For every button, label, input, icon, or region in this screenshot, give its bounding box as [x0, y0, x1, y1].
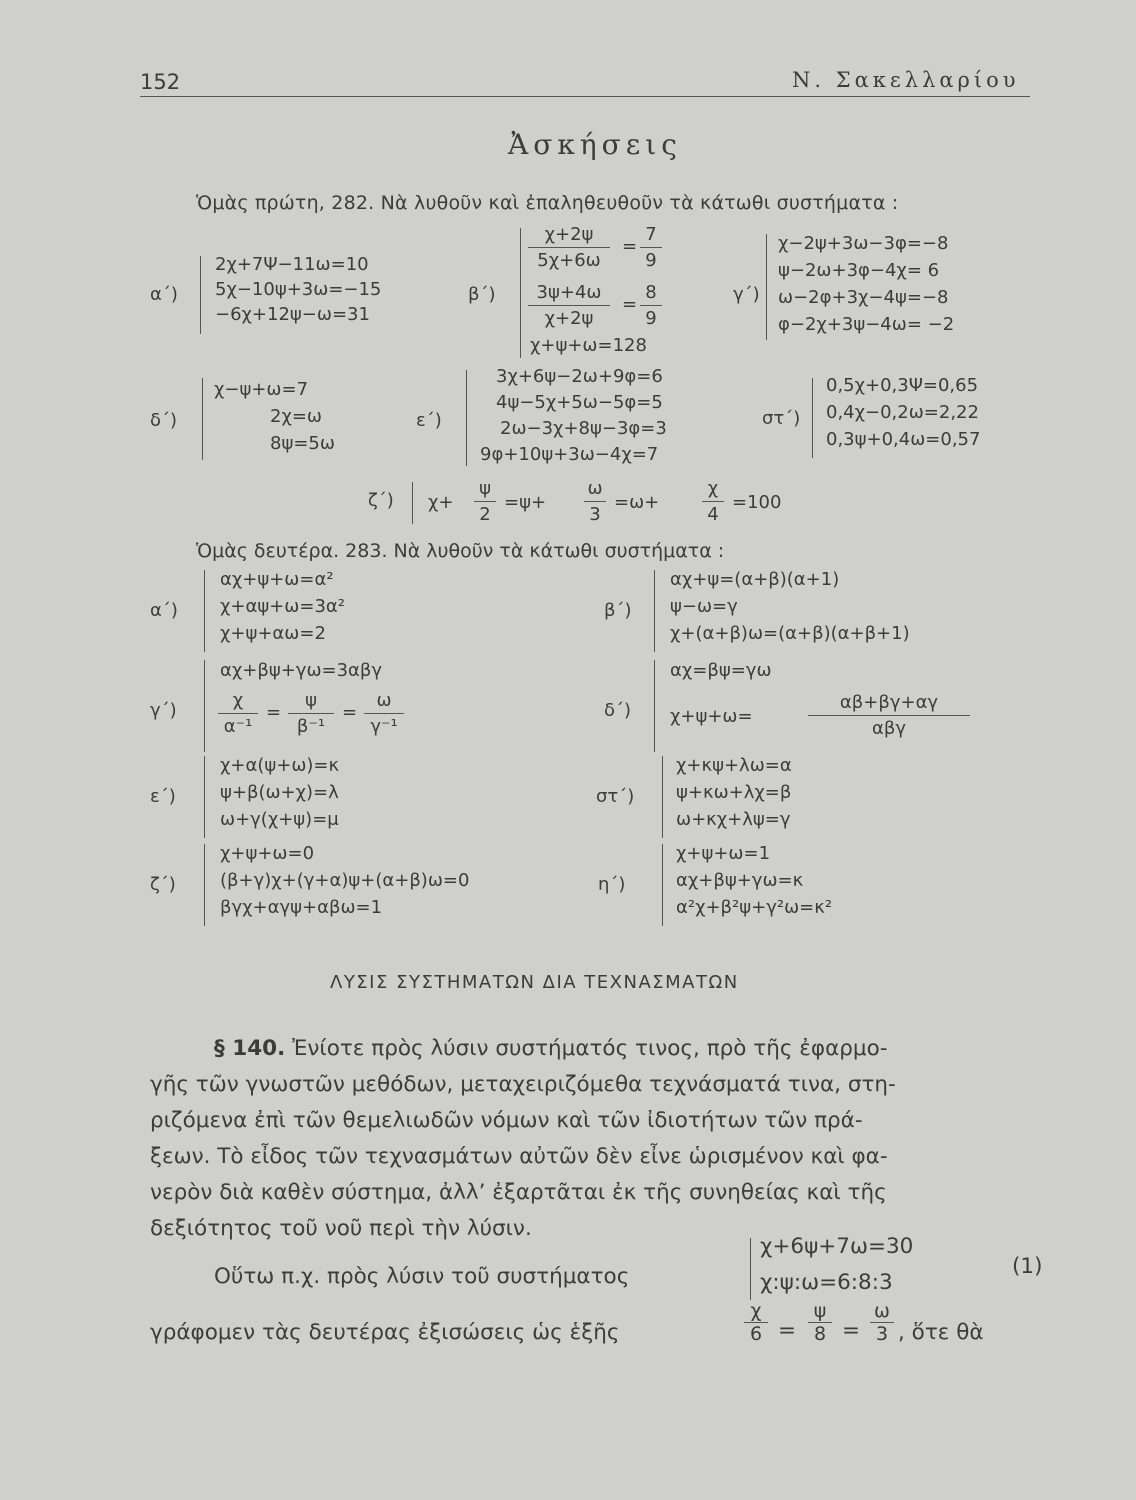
fraction: $\frac{3\psi+4\omega}{\chi+2\psi}$ [528, 280, 610, 331]
g2-d-label: δ΄) [604, 700, 632, 721]
fraction: $\frac{\chi}{4}$ [702, 476, 724, 527]
fraction: $\frac{8}{9}$ [640, 280, 662, 331]
g2-b-system [670, 566, 910, 647]
fraction: $\frac{\omega}{3}$ [584, 476, 606, 527]
g2-c-brace [204, 660, 205, 752]
g1-d-system [214, 376, 335, 457]
fraction: $\frac{\chi+2\psi}{5\chi+6\omega}$ [528, 222, 610, 273]
equation: χ+ψ+ω=1 [676, 843, 771, 864]
header-rule [140, 96, 1030, 97]
fraction: $\frac{7}{9}$ [640, 222, 662, 273]
g2-e-label: ε΄) [150, 786, 176, 807]
g1-d-brace [202, 378, 203, 460]
equation: φ−2χ+3ψ−4ω= −2 [778, 314, 955, 335]
equation: 3χ+6ψ−2ω+9φ=6 [496, 366, 663, 387]
equation: 8ψ=5ω [270, 433, 335, 454]
equation: ω+κχ+λψ=γ [676, 809, 791, 830]
section-title: ΛΥΣΙΣ ΣΥΣΤΗΜΑΤΩΝ ΔΙΑ ΤΕΧΝΑΣΜΑΤΩΝ [330, 972, 739, 993]
page: 152 Ν. Σακελλαρίου Ἀσκήσεις Ὁμὰς πρώτη, 282. Νὰ λυθοῦν καὶ ἐπαληθευθοῦν τὰ κάτωθι συστήματα : α΄) 2χ+7Ψ−11ω=10 5χ−10ψ+3ω=−15 −6χ+12ψ−ω=31 β΄) $\frac{\chi+2\psi}{5\chi+6\omega}$ = $\frac{7}{9}$ $\frac{3\psi+4\omega}{\chi+2\psi}$ = $\frac{8}{9}$ χ+ψ+ω=128 γ΄) χ−2ψ+3ω−3φ=−8 ψ−2ω+3φ−4χ= 6 ω−2φ+3χ−4ψ=−8 φ−2χ+3ψ−4ω= −2 δ΄) χ−ψ+ω=7 2χ=ω 8ψ=5ω ε΄) 3χ+6ψ−2ω+9φ=6 4ψ−5χ+5ω−5φ=5 2ω−3χ+8ψ−3φ=3 9φ+10ψ+3ω−4χ=7 στ΄) 0,5χ+0,3Ψ=0,65 0,4χ−0,2ω=2,22 0,3ψ+0,4ω=0,57 ζ΄) χ+ $\frac{\psi}{2}$ =ψ+ $\frac{\omega}{3}$ =ω+ $\frac{\chi}{4}$ =100 Ὁμὰς δευτέρα. 283. Νὰ λυθοῦν τὰ κάτωθι συστήματα : α΄) αχ+ψ+ω=α² χ+αψ+ω=3α² χ+ψ+αω=2 β΄) αχ+ψ=(α+β)(α+1) ψ−ω=γ χ+(α+β)ω=(α+β)(α+β+1) γ΄) αχ+βψ+γω=3αβγ $\frac{\chi}{\text{α⁻¹}}$ = $\frac{\psi}{\text{β⁻¹}}$ = $\frac{\omega}{\text{γ⁻¹}}$ δ΄) αχ=βψ=γω χ+ψ+ω= αβ+βγ+αγ αβγ ε΄) χ+α(ψ+ω)=κ ψ+β(ω+χ)=λ ω+γ(χ+ψ)=μ στ΄) χ+κψ+λω=α ψ+κω+λχ=β ω+κχ+λψ=γ ζ΄) χ+ψ+ω=0 (β+γ)χ+(γ+α)ψ+(α+β)ω=0 βγχ+αγψ+αβω=1 η΄) χ+ψ+ω=1 αχ+βψ+γω=κ α²χ+β²ψ+γ²ω=κ² ΛΥΣΙΣ ΣΥΣΤΗΜΑΤΩΝ ΔΙΑ ΤΕΧΝΑΣΜΑΤΩΝ § 140. Ἐνίοτε πρὸς λύσιν συστήματός τινος, πρὸ τῆς ἐφαρμο- γῆς τῶν γνωστῶν μεθόδων, μεταχειριζόμεθα τεχνάσματά τινα, στη- ριζόμενα ἐπὶ τῶν θεμελιωδῶν νόμων καὶ τῶν ἰδιοτήτων τῶν πρά- ξεων. Τὸ εἶδος τῶν τεχνασμάτων αὐτῶν δὲν εἶνε ὡρισμένον καὶ φα- νερὸν διὰ καθὲν σύστημα, ἀλλ’ ἐξαρτᾶται ἐκ τῆς συνηθείας καὶ τῆς δεξιότητος τοῦ νοῦ περὶ τὴν λύσιν. Οὕτω π.χ. πρὸς λύσιν τοῦ συστήματος χ+6ψ+7ω=30 χ:ψ:ω=6:8:3 (1) γράφομεν τὰς δευτέρας ἐξισώσεις ὡς ἑξῆς $\frac{\chi}{6}$ = $\frac{\psi}{8}$ = $\frac{\omega}{3}$ , ὅτε θὰ [140, 68, 1043, 1345]
equation: 4ψ−5χ+5ω−5φ=5 [496, 392, 663, 413]
g1-c-label: γ΄) [733, 284, 760, 305]
g2-a-system [220, 566, 345, 647]
g1-a-label: α΄) [150, 284, 178, 305]
equation: χ+6ψ+7ω=30 [760, 1234, 914, 1259]
fraction: $\frac{\chi}{6}$ [744, 1300, 768, 1345]
equation: αχ=βψ=γω [670, 660, 772, 681]
equation: χ+αψ+ω=3α² [220, 596, 345, 617]
equation: ψ−2ω+3φ−4χ= 6 [778, 260, 940, 281]
equation: χ+(α+β)ω=(α+β)(α+β+1) [670, 623, 910, 644]
equation: αχ+βψ+γω=3αβγ [220, 660, 383, 681]
equation: ω+γ(χ+ψ)=μ [220, 809, 339, 830]
equation: χ+ψ+αω=2 [220, 623, 326, 644]
g2-e-brace [204, 756, 205, 838]
fraction: $\frac{\omega}{\text{γ⁻¹}}$ [364, 688, 404, 739]
g2-st-brace [662, 756, 663, 838]
g2-b-brace [654, 570, 655, 652]
fraction: $\frac{\chi}{\text{α⁻¹}}$ [218, 688, 258, 739]
g2-z-label: ζ΄) [150, 874, 176, 895]
equation: αχ+βψ+γω=κ [676, 870, 804, 891]
g1-c-brace [766, 234, 767, 340]
running-author: Ν. Σακελλαρίου [792, 68, 1020, 92]
equation: 0,4χ−0,2ω=2,22 [826, 402, 979, 423]
paragraph-number: § 140. [214, 1036, 286, 1061]
paragraph-line: Οὕτω π.χ. πρὸς λύσιν τοῦ συστήματος [214, 1264, 630, 1289]
g1-a-brace [200, 256, 201, 334]
equation: χ:ψ:ω=6:8:3 [760, 1270, 893, 1295]
paragraph-line: ριζόμενα ἐπὶ τῶν θεμελιωδῶν νόμων καὶ τῶν ἰδιοτήτων τῶν πρά- [150, 1108, 863, 1133]
fraction: $\frac{\psi}{2}$ [474, 476, 496, 527]
equation: χ+α(ψ+ω)=κ [220, 755, 340, 776]
equation: 2ω−3χ+8ψ−3φ=3 [500, 418, 667, 439]
equation: ω−2φ+3χ−4ψ=−8 [778, 287, 949, 308]
g1-c-system [778, 230, 954, 338]
fraction: $\frac{\psi}{8}$ [808, 1300, 832, 1345]
equation: βγχ+αγψ+αβω=1 [220, 897, 383, 918]
equation: α²χ+β²ψ+γ²ω=κ² [676, 897, 833, 918]
g2-z-brace [204, 844, 205, 926]
equation: 2χ=ω [270, 406, 323, 427]
g2-st-label: στ΄) [596, 786, 635, 807]
equation: (β+γ)χ+(γ+α)ψ+(α+β)ω=0 [220, 870, 470, 891]
g2-h-label: η΄) [598, 874, 626, 895]
exercises-title: Ἀσκήσεις [508, 128, 682, 161]
equation: 9φ+10ψ+3ω−4χ=7 [480, 444, 659, 465]
g2-d-brace [654, 660, 655, 752]
equation: 0,5χ+0,3Ψ=0,65 [826, 375, 979, 396]
g1-b-label: β΄) [468, 284, 496, 305]
g1-z-label: ζ΄) [368, 490, 394, 511]
equation: 2χ+7Ψ−11ω=10 [215, 254, 369, 275]
paragraph-line: νερὸν διὰ καθὲν σύστημα, ἀλλ’ ἐξαρτᾶται ἐκ τῆς συνηθείας καὶ τῆς [150, 1180, 887, 1205]
g2-st-system [676, 752, 792, 833]
g2-h-brace [662, 844, 663, 926]
g2-a-brace [204, 570, 205, 652]
g2-b-label: β΄) [604, 600, 632, 621]
fraction: αβ+βγ+αγ αβγ [808, 690, 970, 741]
g2-a-label: α΄) [150, 600, 178, 621]
equation: χ+κψ+λω=α [676, 755, 792, 776]
g1-e-label: ε΄) [416, 410, 442, 431]
g1-b-brace [520, 228, 521, 358]
g1-e-system [480, 364, 667, 468]
g1-z-brace [412, 482, 413, 524]
equation: χ−2ψ+3ω−3φ=−8 [778, 233, 949, 254]
equation: 5χ−10ψ+3ω=−15 [215, 279, 382, 300]
equation: ψ+β(ω+χ)=λ [220, 782, 339, 803]
system-brace [750, 1238, 751, 1300]
paragraph-line: § 140. Ἐνίοτε πρὸς λύσιν συστήματός τινος, πρὸ τῆς ἐφαρμο- [214, 1036, 888, 1061]
paragraph-line: γράφομεν τὰς δευτέρας ἐξισώσεις ὡς ἑξῆς [150, 1320, 620, 1345]
equation: αχ+ψ+ω=α² [220, 569, 334, 590]
equation: χ−ψ+ω=7 [214, 379, 309, 400]
g2-h-system [676, 840, 832, 921]
g1-st-label: στ΄) [762, 408, 801, 429]
equation: χ+ψ+ω=0 [220, 843, 315, 864]
g2-c-label: γ΄) [150, 700, 177, 721]
equation-number: (1) [1012, 1254, 1043, 1279]
g1-a-system [215, 252, 381, 327]
g2-z-system [220, 840, 469, 921]
page-number: 152 [140, 70, 181, 94]
equation: 0,3ψ+0,4ω=0,57 [826, 429, 981, 450]
equation: −6χ+12ψ−ω=31 [215, 304, 370, 325]
equation: ψ+κω+λχ=β [676, 782, 792, 803]
equation: ψ−ω=γ [670, 596, 738, 617]
g1-st-system [826, 372, 980, 453]
paragraph-line: ξεων. Τὸ εἶδος τῶν τεχνασμάτων αὐτῶν δὲν εἶνε ὡρισμένον καὶ φα- [150, 1144, 888, 1169]
equation: χ+ψ+ω=128 [530, 335, 647, 356]
g2-e-system [220, 752, 339, 833]
group1-heading: Ὁμὰς πρώτη, 282. Νὰ λυθοῦν καὶ ἐπαληθευθοῦν τὰ κάτωθι συστήματα : [196, 192, 899, 214]
equation: χ+ψ+ω= [670, 706, 753, 727]
fraction: $\frac{\omega}{3}$ [870, 1300, 894, 1345]
fraction: $\frac{\psi}{\text{β⁻¹}}$ [288, 688, 334, 739]
g1-d-label: δ΄) [150, 410, 178, 431]
equation: αχ+ψ=(α+β)(α+1) [670, 569, 840, 590]
group2-heading: Ὁμὰς δευτέρα. 283. Νὰ λυθοῦν τὰ κάτωθι συστήματα : [196, 540, 725, 562]
g1-e-brace [466, 370, 467, 466]
g1-st-brace [812, 378, 813, 458]
paragraph-line: δεξιότητος τοῦ νοῦ περὶ τὴν λύσιν. [150, 1216, 532, 1241]
paragraph-line: γῆς τῶν γνωστῶν μεθόδων, μεταχειριζόμεθα τεχνάσματά τινα, στη- [150, 1072, 896, 1097]
